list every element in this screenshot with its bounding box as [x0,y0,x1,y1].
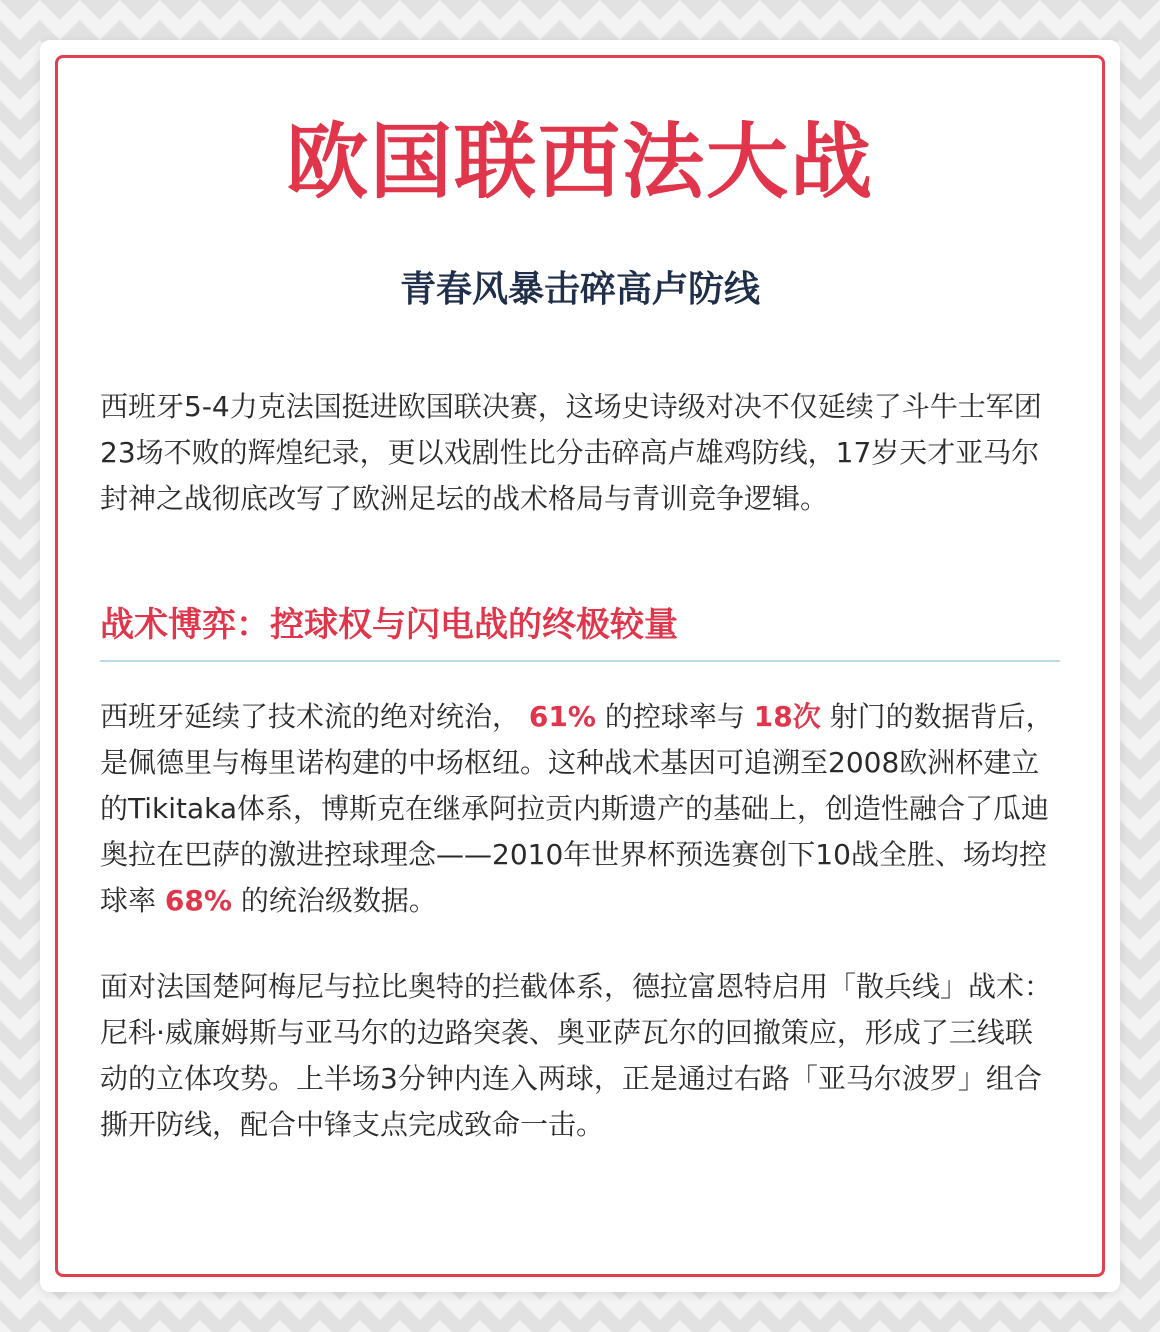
tactics-text-1: 西班牙延续了技术流的绝对统治， [100,700,529,733]
tactics-paragraph [100,694,1060,924]
tactics-text-3: 射门的数据背后，是佩德里与梅里诺构建的中场枢纽。这种战术基因可追溯至2008欧洲杯建立的Tikitaka体系，博斯克在继承阿拉贡内斯遗产的基础上，创造性融合了瓜迪奥拉在巴萨的激进控球理念——2010年世界杯预选赛创下10战全胜、场均控球率 [100,700,1054,917]
tactics-text-2: 的控球率与 [595,700,754,733]
article-card [40,40,1120,1292]
avg-possession-stat: 68% [164,884,232,917]
section-title: 战术博弈：控球权与闪电战的终极较量 [100,605,678,645]
possession-stat: 61% [528,700,596,733]
page-title: 欧国联西法大战 [285,115,874,210]
tactics-text-4: 的统治级数据。 [231,884,437,917]
section-divider [100,660,1060,662]
page-subtitle: 青春风暴击碎高卢防线 [399,269,760,310]
formation-paragraph: 面对法国楚阿梅尼与拉比奥特的拦截体系，德拉富恩特启用「散兵线」战术：尼科·威廉姆斯与亚马尔的边路突袭、奥亚萨瓦尔的回撤策应，形成了三线联动的立体攻势。上半场3分钟内连入两球，正是通过右路「亚马尔波罗」组合撕开防线，配合中锋支点完成致命一击。 [100,970,1053,1141]
shots-stat: 18次 [753,700,821,733]
intro-paragraph: 西班牙5-4力克法国挺进欧国联决赛，这场史诗级对决不仅延续了斗牛士军团23场不败的辉煌纪录，更以戏剧性比分击碎高卢雄鸡防线，17岁天才亚马尔封神之战彻底改写了欧洲足坛的战术格局与青训竞争逻辑。 [100,390,1042,515]
